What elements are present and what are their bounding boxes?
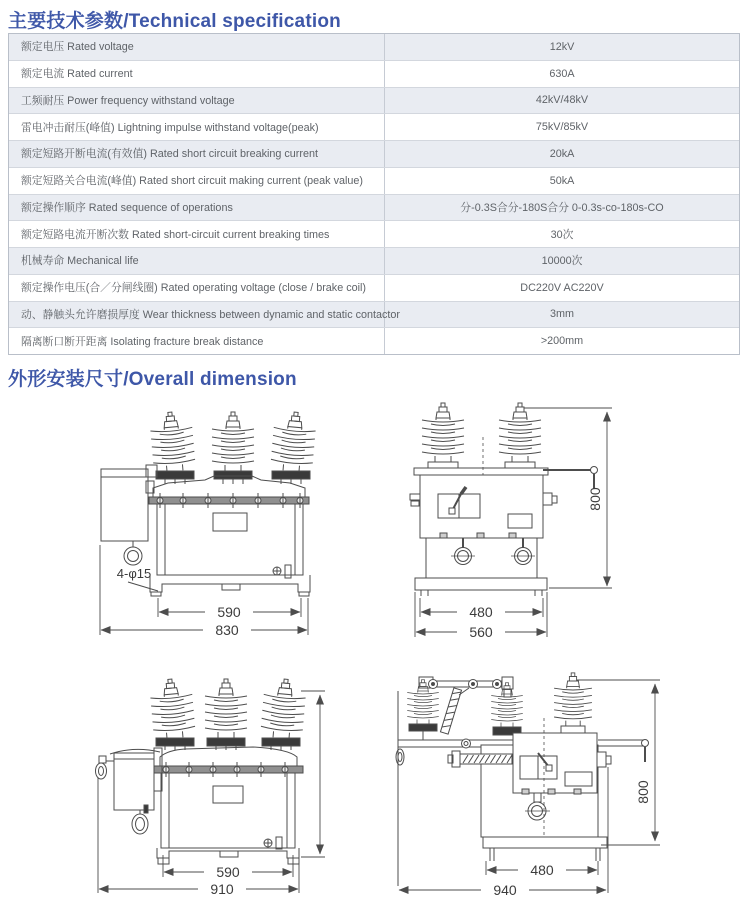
dim-940-label: 940 [493, 882, 517, 898]
mechanism-window [520, 756, 557, 779]
spec-value: 630A [549, 67, 575, 80]
control-box [110, 748, 162, 813]
tank-body [161, 773, 295, 848]
operating-ring [132, 810, 148, 834]
hole-note-label: 4-φ15 [116, 566, 152, 581]
dim-590-label: 590 [217, 604, 241, 620]
dim-height-unlabeled [301, 691, 325, 857]
pull-ring [525, 793, 550, 820]
spec-label: 额定操作顺序 Rated sequence of operations [9, 195, 385, 221]
dim-830-label: 830 [215, 622, 239, 638]
spec-row [9, 141, 739, 168]
dim-480-label: 480 [530, 862, 554, 878]
spec-label: 额定操作电压(合／分闸线圈) Rated operating voltage (close / brake coil) [9, 275, 385, 301]
right-insulator [554, 673, 592, 733]
dim-800-label: 800 [587, 487, 603, 511]
spec-row [9, 302, 739, 329]
top-plate [414, 468, 548, 475]
nameplate [213, 786, 243, 803]
spec-row [9, 88, 739, 115]
spec-label: 工频耐压 Power frequency withstand voltage [9, 88, 385, 114]
front-view-a [100, 410, 317, 638]
spec-label: 机械寿命 Mechanical life [9, 248, 385, 274]
spec-value: 12kV [549, 40, 575, 53]
hook-eye [396, 749, 404, 765]
spec-row [9, 275, 739, 302]
bolted-flange [154, 762, 303, 777]
spec-label: 额定短路关合电流(峰值) Rated short circuit making current (peak value) [9, 168, 385, 194]
ground-screw [264, 837, 282, 849]
ground-screw [273, 565, 291, 578]
dim-910-label: 910 [210, 881, 234, 897]
dim-910 [98, 778, 299, 893]
side-plate [508, 514, 532, 528]
left-insulator [407, 680, 439, 740]
pull-rings [451, 538, 535, 565]
spec-value: >200mm [540, 335, 584, 348]
spec-row [9, 248, 739, 275]
spec-row [9, 114, 739, 141]
dim-560-label: 560 [469, 624, 493, 640]
operating-ring [124, 541, 142, 565]
mounting-base [157, 848, 299, 864]
bolted-flange [149, 493, 309, 508]
spec-label: 雷电冲击耐压(峰值) Lightning impulse withstand voltage(peak) [9, 114, 385, 140]
left-bus-arm [398, 739, 536, 757]
section-title-specs: 主要技术参数/Technical specification [8, 11, 341, 32]
side-plate [565, 772, 592, 786]
spec-value: 50kA [549, 174, 575, 187]
hatched-rail [448, 751, 512, 767]
panel-tabs [522, 789, 581, 794]
dim-800 [524, 408, 612, 588]
lifting-hook [96, 756, 115, 779]
nameplate [213, 513, 247, 531]
spec-row [9, 34, 739, 61]
tank-cover [160, 747, 297, 766]
spec-row [9, 168, 739, 195]
dim-800-label: 800 [635, 780, 651, 804]
spec-value: 30次 [550, 228, 574, 241]
spec-row [9, 221, 739, 248]
mounting-base [415, 578, 547, 596]
diagonal-insulator [440, 688, 461, 734]
panel-tabs [440, 533, 516, 538]
mechanism-panel [513, 733, 597, 793]
spec-value: 42kV/48kV [535, 94, 589, 107]
dim-560 [415, 592, 547, 637]
tank-body [157, 504, 303, 575]
dim-480-label: 480 [469, 604, 493, 620]
dim-590 [163, 855, 293, 877]
dim-800 [577, 680, 660, 845]
bushing-insulators [149, 677, 307, 750]
spec-value: 分-0.3S合分-180S合分 0-0.3s-co-180s-CO [460, 201, 664, 214]
spec-value: 20kA [549, 147, 575, 160]
mechanism-window [438, 494, 480, 518]
diagonal-link [459, 688, 469, 695]
mechanism-panel [420, 475, 543, 538]
side-lugs [410, 493, 557, 506]
spec-value: 10000次 [541, 255, 583, 268]
spec-row [9, 328, 739, 354]
spec-row [9, 195, 739, 222]
spec-label: 隔离断口断开距离 Isolating fracture break distance [9, 328, 385, 354]
spec-row [9, 61, 739, 88]
top-linkage [419, 677, 513, 697]
dim-590 [158, 598, 301, 617]
spec-label: 额定短路电流开断次数 Rated short-circuit current breaking times [9, 221, 385, 247]
side-view-a [410, 403, 612, 640]
support-arm [543, 467, 598, 490]
tank-body [481, 745, 598, 837]
spec-value: DC220V AC220V [520, 281, 604, 294]
bushing-insulators [149, 410, 317, 484]
right-bracket [597, 752, 611, 767]
spec-value: 3mm [550, 308, 574, 321]
dim-830 [100, 545, 308, 635]
dim-480 [420, 598, 543, 617]
right-bus-arm [598, 740, 649, 763]
tank-walls [426, 538, 537, 578]
dim-480 [486, 861, 598, 875]
operating-lever [538, 753, 552, 771]
spec-label: 额定短路开断电流(有效值) Rated short circuit breaking current [9, 141, 385, 167]
middle-insulator [491, 683, 523, 735]
spec-table [8, 33, 740, 355]
spec-value: 75kV/85kV [535, 121, 589, 134]
dim-590-label: 590 [216, 864, 240, 880]
bushing-insulators [422, 403, 541, 468]
hole-leader-line [128, 582, 158, 591]
section-title-dimensions: 外形安装尺寸/Overall dimension [8, 369, 297, 390]
mounting-base [483, 837, 607, 861]
side-view-b [396, 673, 660, 898]
spec-label: 额定电压 Rated voltage [9, 34, 385, 60]
control-box [101, 465, 157, 541]
front-view-b [96, 677, 326, 897]
spec-label: 动、静触头允许磨损厚度 Wear thickness between dynamic and static contactor [9, 302, 385, 328]
tank-cover [153, 476, 305, 497]
operating-lever [449, 487, 466, 514]
spec-label: 额定电流 Rated current [9, 61, 385, 87]
mounting-base [150, 575, 310, 596]
